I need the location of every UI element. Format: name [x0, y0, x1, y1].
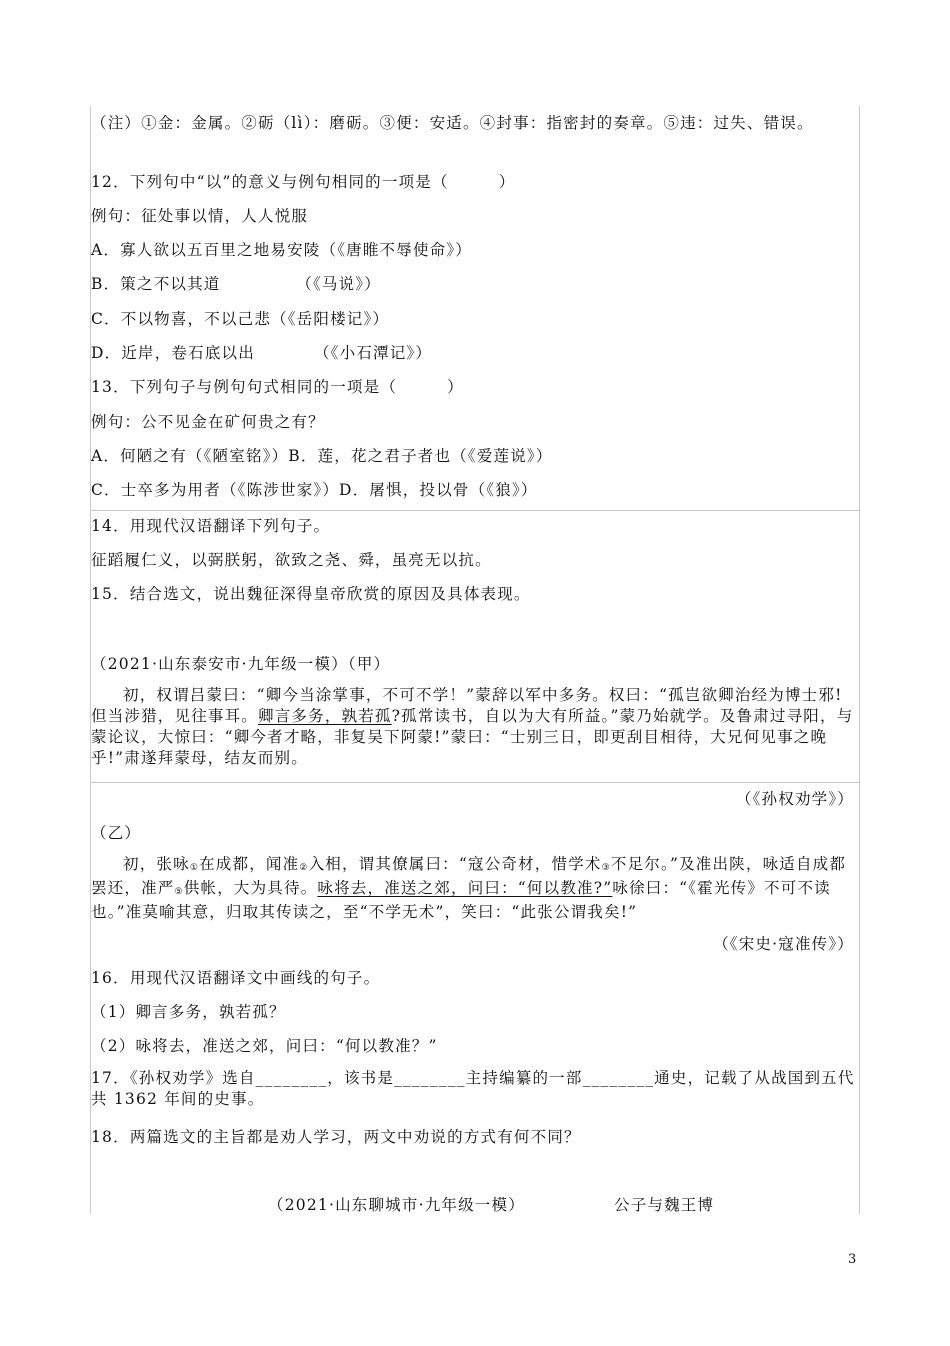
q13-options-cd: C．士卒多为用者（《陈涉世家》）D．屠惧，投以骨（《狼》）: [91, 481, 538, 499]
passage-2-text: 初，张咏$_①$在成都，闻准$_②$入相，谓其僚属曰：“寇公奇材，惜学术$_③$不足尔。”及准出陕，咏适自成都罢还，准严$_⑤$供帐，大为具待。咏将去，准送之郊，问曰：“何以教准?”咏徐曰：“《霍光传》不可不读也。”准莫喻其意，归取其传读之，至“不学无术”，笑曰：“此张公谓我矣!”: [91, 855, 847, 921]
q16-stem: 16．用现代汉语翻译文中画线的句子。: [91, 969, 381, 987]
q13-options-ab: A．何陋之有（《陋室铭》）B．莲，花之君子者也（《爱莲说》）: [91, 447, 553, 465]
divider: [90, 510, 859, 511]
passage-1-source: （2021·山东泰安市·九年级一模）（甲）: [91, 655, 391, 673]
q14-stem: 14．用现代汉语翻译下列句子。: [91, 517, 331, 535]
q13-example: 例句：公不见金在矿何贵之有？: [91, 413, 325, 431]
q12-option-c: C．不以物喜，不以己悲（《岳阳楼记》）: [91, 310, 390, 328]
q15-stem: 15．结合选文，说出魏征深得皇帝欣赏的原因及具体表现。: [91, 585, 531, 603]
q13-stem: 13．下列句子与例句句式相同的一项是（ ）: [91, 378, 464, 396]
passage-1-text: 初，权谓吕蒙曰：“卿今当涂掌事，不可不学！”蒙辞以军中多务。权曰：“孤岂欲卿治经为博士邪!但当涉猎，见往事耳。卿言多务，孰若孤?孤常读书，自以为大有所益。”蒙乃始就学。及鲁肃过寻阳，与蒙论议，大惊曰：“卿今者才略，非复吴下阿蒙!”蒙曰：“士别三日，即更刮目相待，大兄何见事之晚乎!”肃遂拜蒙母，结友而别。: [91, 686, 854, 767]
passage-1-citation: （《孙权劝学》）: [735, 790, 854, 808]
divider: [90, 782, 859, 783]
next-passage-source: （2021·山东聊城市·九年级一模）: [268, 1196, 525, 1214]
footnote-marker: ②: [299, 863, 309, 873]
q14-sentence: 征蹈履仁义，以弼朕躬，欲致之尧、舜，虽亮无以抗。: [91, 551, 492, 569]
q12-example: 例句：征处事以情，人人悦服: [91, 207, 309, 225]
footnote-marker: ①: [189, 863, 200, 873]
footnote-marker: ⑤: [174, 887, 184, 897]
q16-sentence-1: （1）卿言多务，孰若孤？: [91, 1003, 286, 1021]
q12-option-a: A．寡人欲以五百里之地易安陵（《唐睢不辱使命》）: [91, 241, 472, 259]
next-passage-title: 公子与魏王博: [614, 1196, 715, 1214]
q12-option-d: D．近岸，卷石底以出 （《小石潭记》）: [91, 344, 433, 362]
q12-option-b: B．策之不以其道 （《马说》）: [91, 275, 381, 293]
q12-stem: 12．下列句中“以”的意义与例句相同的一项是（ ）: [91, 173, 516, 191]
underlined-sentence: 咏将去，准送之郊，问曰：“何以教准?”: [317, 879, 613, 897]
passage-2-citation: （《宋史·寇准传》）: [713, 935, 854, 953]
footnote-marker: ③: [601, 863, 611, 873]
q17-stem: 17．《孙权劝学》选自________，该书是________主持编纂的一部________通史，记载了从战国到五代共 1362 年间的史事。: [91, 1069, 855, 1108]
q16-sentence-2: （2）咏将去，准送之郊，问曰：“何以教准？”: [91, 1037, 438, 1055]
passage-2-label: （乙）: [91, 824, 142, 842]
page-number: 3: [848, 1252, 857, 1267]
underlined-sentence: 卿言多务，孰若孤: [258, 707, 392, 725]
footnote: （注）①金：金属。②砺（lì）：磨砺。③便：安适。④封事：指密封的奏章。⑤违：过失、错误。: [91, 114, 814, 132]
q18-stem: 18．两篇选文的主旨都是劝人学习，两文中劝说的方式有何不同？: [91, 1128, 581, 1146]
